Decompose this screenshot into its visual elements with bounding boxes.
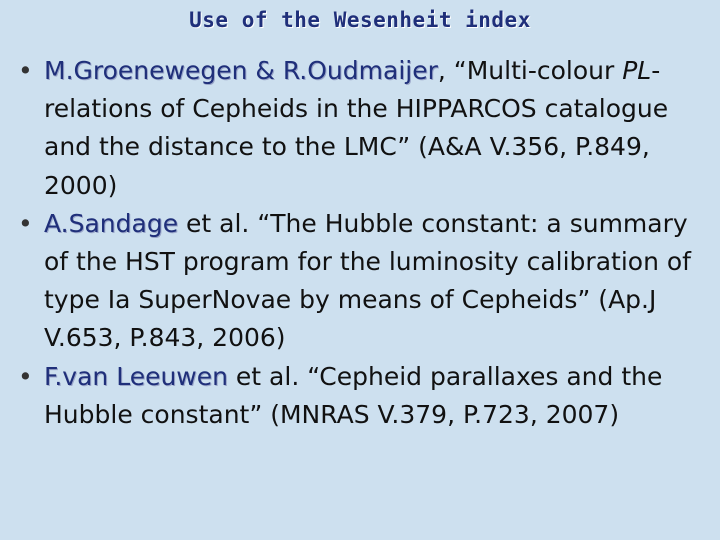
bullet: • (18, 361, 33, 391)
reference-italic: PL (622, 56, 652, 85)
reference-text: et al. “The Hubble constant: a summary of the HST program for the luminosity calibration of type Ia SuperNovae by means of Cepheids” (Ap.J V.653, P.843, 2006) (44, 208, 691, 353)
bullet: • (18, 208, 33, 238)
slide-title: Use of the Wesenheit index (189, 8, 531, 32)
reference-text: et al. “Cepheid parallaxes and the Hubble constant” (MNRAS V.379, P.723, 2007) (44, 361, 663, 429)
reference-text: , “Multi-colour (437, 56, 623, 85)
reference-authors: F.van Leeuwen (44, 361, 228, 391)
reference-authors: A.Sandage (44, 208, 179, 238)
bullet: • (18, 56, 33, 85)
reference-item (18, 52, 708, 205)
reference-text: -relations of Cepheids in the HIPPARCOS catalogue and the distance to the LMC” (A&A V.356, P.849, 2000) (44, 56, 669, 200)
reference-item (18, 358, 708, 434)
reference-item (18, 205, 708, 358)
reference-list (18, 52, 708, 434)
reference-authors: M.Groenewegen & R.Oudmaijer (44, 56, 438, 85)
